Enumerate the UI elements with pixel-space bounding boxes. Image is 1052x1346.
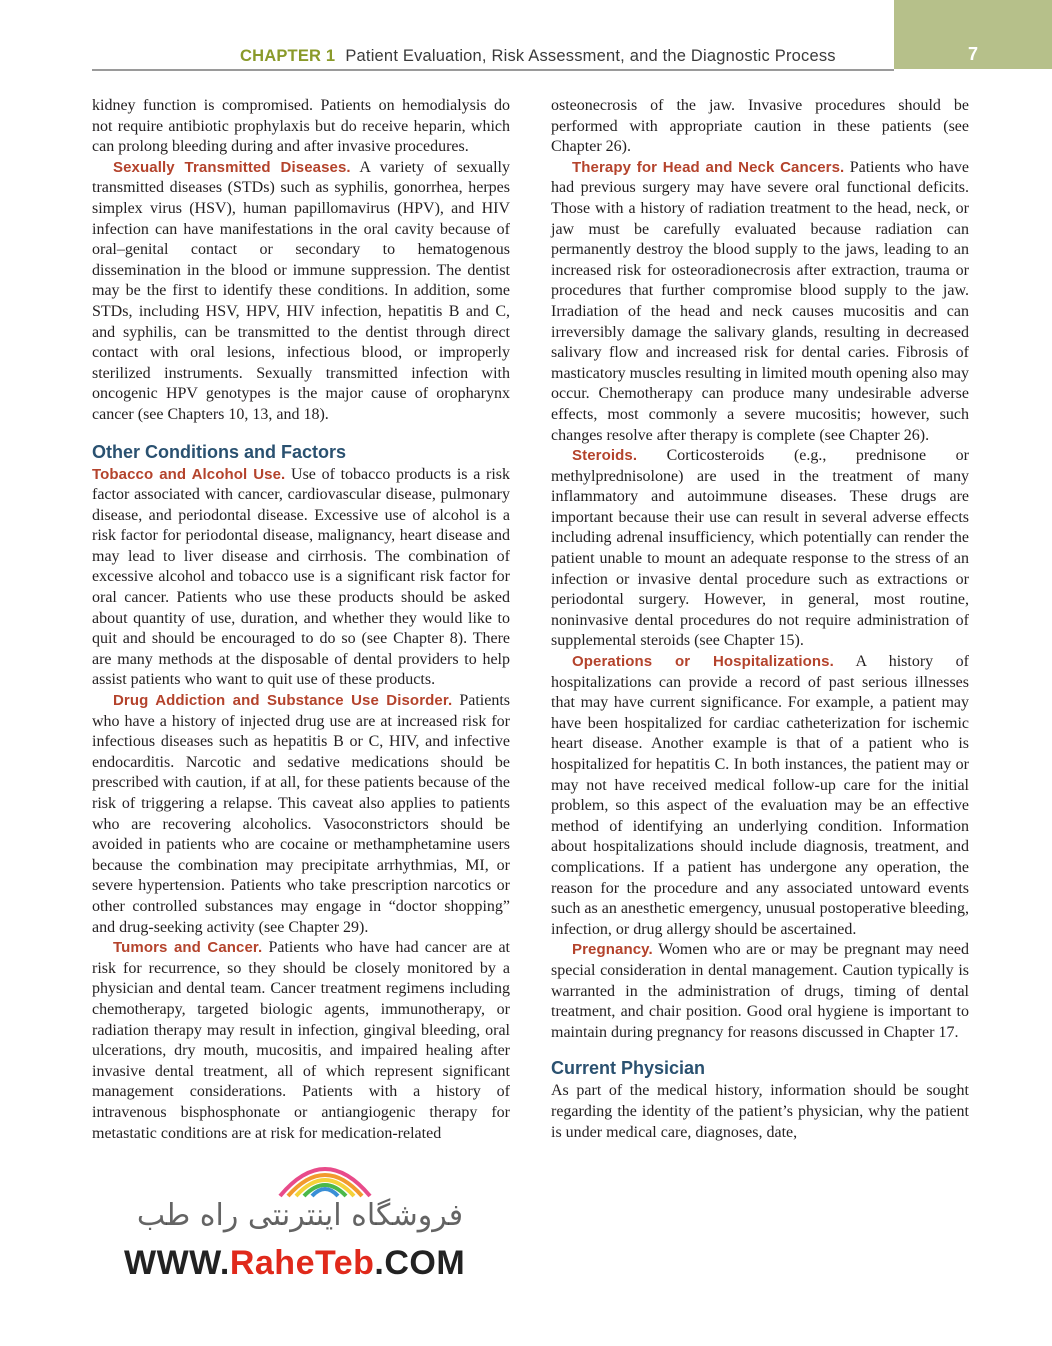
paragraph-text: Patients who have had previous surgery may have severe oral functional deficits. Those with a history of radiation treatment to the head, neck, or jaw must be carefully evaluated because radiation can permanently destroy the blood supply to the jaws, leading to an increased risk for osteoradionecrosis after extraction, trauma or procedures that further compromise blood supply to the jaw. Irradiation of the head and neck causes mucositis and can irreversibly damage the salivary glands, resulting in decreased salivary flow and increased risk for dental caries. Fibrosis of masticatory muscles resulting in limited mouth opening also may occur. Chemotherapy can produce many undesirable adverse effects, most commonly a severe mucositis; however, such changes resolve after therapy is complete (see Chapter 26).: [551, 158, 969, 444]
paragraph-text: Women who are or may be pregnant may need special consideration in dental management. Caution typically is warranted in the administration of drugs, timing of dental treatment, and chair position. Good oral hygiene is important to maintain during pregnancy for reasons discussed in Chapter 17.: [551, 941, 969, 1041]
watermark-persian-text: فروشگاه اینترنتی راه طب: [136, 1198, 464, 1233]
paragraph-text: A history of hospitalizations can provide a record of past serious illnesses that may have current significance. For example, a patient may have been hospitalized for cardiac catheterization for ischemic heart disease. Another example is that of a patient who is hospitalized for hepatitis C. In both instances, the patient may or may not have received medical follow-up care for the initial problem, so this aspect of the evaluation may be an effective method of identifying an underlying condition. Information about hospitalizations should include diagnosis, treatment, and complications. If a patient has undergone any operation, the reason for the procedure and any associated untoward events such as an anesthetic emergency, unusual postoperative bleeding, infection, or drug allergy should be ascertained.: [551, 653, 970, 938]
run-in-heading: Tumors and Cancer.: [113, 939, 263, 957]
paragraph-text: Patients who have a history of injected drug use are at increased risk for infectious diseases such as hepatitis B or C, HIV, and infective endocarditis. Narcotic and sedative medications should be prescribed with caution, if at all, for these patients because of the risk of triggering a relapse. This caveat also applies to patients who are recovering alcoholics. Vasoconstrictors should be avoided in patients who are cocaine or methamphetamine users because the combination may precipitate arrhythmias, MI, or severe hypertension. Patients who take prescription narcotics or other controlled substances may engage in “doctor shopping” and drug-seeking activity (see Chapter 29).: [92, 692, 510, 936]
right-column: [551, 96, 969, 1143]
page-number-tab: [894, 0, 1052, 69]
page-header: [0, 0, 1052, 70]
paragraph-text: Patients who have had cancer are at risk for recurrence, so they should be closely monitored by a physician and dental team. Cancer treatment regimens including chemotherapy, targeted biologic agents, immunotherapy, or radiation therapy may result in infection, gingival bleeding, oral ulcerations, dry mouth, mucositis, and impaired healing after invasive dental treatment, all of which represent significant management considerations. Patients with a history of intravenous bisphosphonate or antiangiogenic therapy for metastatic conditions are at risk for medication-related: [92, 939, 510, 1142]
paragraph: [551, 158, 969, 446]
watermark-logo-icon: [270, 1148, 380, 1200]
run-in-heading: Operations or Hospitalizations.: [572, 653, 834, 671]
header-divider: [92, 69, 894, 71]
section-heading: Other Conditions and Factors: [92, 441, 347, 462]
watermark-url-name: RaheTeb: [229, 1244, 375, 1282]
run-in-heading: Steroids.: [572, 447, 638, 465]
paragraph: [92, 691, 510, 938]
run-in-heading: Tobacco and Alcohol Use.: [92, 465, 286, 483]
watermark-url-suffix: .COM: [374, 1244, 466, 1282]
paragraph: As part of the medical history, information should be sought regarding the identity of the patient’s physician, why the patient is under medical care, diagnoses, date,: [551, 1082, 969, 1141]
section-heading: Current Physician: [551, 1058, 706, 1079]
paragraph: [551, 652, 969, 940]
paragraph: [551, 940, 969, 1043]
chapter-title: Patient Evaluation, Risk Assessment, and the Diagnostic Process: [345, 47, 836, 65]
paragraph-text: Corticosteroids (e.g., prednisone or methylprednisolone) are used in the treatment of many inflammatory and autoimmune diseases. These drugs are important because their use can result in several adverse effects including adrenal insufficiency, which potentially can render the patient unable to mount an adequate response to the stress of an infection or invasive dental procedure such as extractions or periodontal surgery. However, in general, most routine, noninvasive dental procedures do not require administration of supplemental steroids (see Chapter 15).: [551, 447, 969, 650]
paragraph-text: A variety of sexually transmitted diseases (STDs) such as syphilis, gonorrhea, herpes simplex virus (HSV), human papillomavirus (HPV), and HIV infection can have manifestations in the oral cavity because of oral–genital contact or secondary to hematogenous dissemination in the blood or immune suppression. The dentist may be the first to identify these conditions. In addition, some STDs, including HSV, HPV, HIV infection, hepatitis B and C, and syphilis, can be transmitted to the dentist through direct contact with oral lesions, infectious blood, or improperly sterilized instruments. Sexually transmitted infection with oncogenic HPV genotypes is the major cause of oropharynx cancer (see Chapters 10, 13, and 18).: [92, 158, 511, 423]
run-in-heading: Drug Addiction and Substance Use Disorder.: [113, 692, 453, 710]
watermark-url-prefix: WWW.: [124, 1244, 230, 1282]
run-in-heading: Pregnancy.: [572, 941, 653, 959]
left-column: [92, 96, 510, 1144]
paragraph: [92, 938, 510, 1144]
watermark: [120, 1148, 480, 1288]
paragraph: osteonecrosis of the jaw. Invasive procedures should be performed with appropriate caution in these patients (see Chapter 26).: [551, 97, 969, 156]
paragraph: kidney function is compromised. Patients on hemodialysis do not require antibiotic prophylaxis but do receive heparin, which can prolong bleeding during and after invasive procedures.: [92, 97, 510, 156]
paragraph: [92, 465, 510, 692]
chapter-label: CHAPTER 1: [240, 47, 336, 65]
run-in-heading: Therapy for Head and Neck Cancers.: [572, 158, 845, 176]
watermark-url: [124, 1244, 465, 1283]
paragraph: [551, 446, 969, 652]
page-number: 7: [967, 44, 978, 64]
paragraph-text: Use of tobacco products is a risk factor associated with cancer, cardiovascular disease, pulmonary disease, and periodontal disease. Excessive use of alcohol is a risk factor for periodontal disease, malignancy, heart disease and may lead to liver disease and cirrhosis. The combination of excessive alcohol and tobacco use is a significant risk factor for oral cancer. Patients who use these products should be asked about quantity of use, duration, and whether they would like to quit and should be encouraged to do so (see Chapter 8). There are many methods at the disposable of dental providers to help assist patients who want to quit use of these products.: [92, 465, 510, 689]
paragraph: [92, 158, 510, 426]
run-in-heading: Sexually Transmitted Diseases.: [113, 158, 351, 176]
running-header: [240, 47, 836, 66]
